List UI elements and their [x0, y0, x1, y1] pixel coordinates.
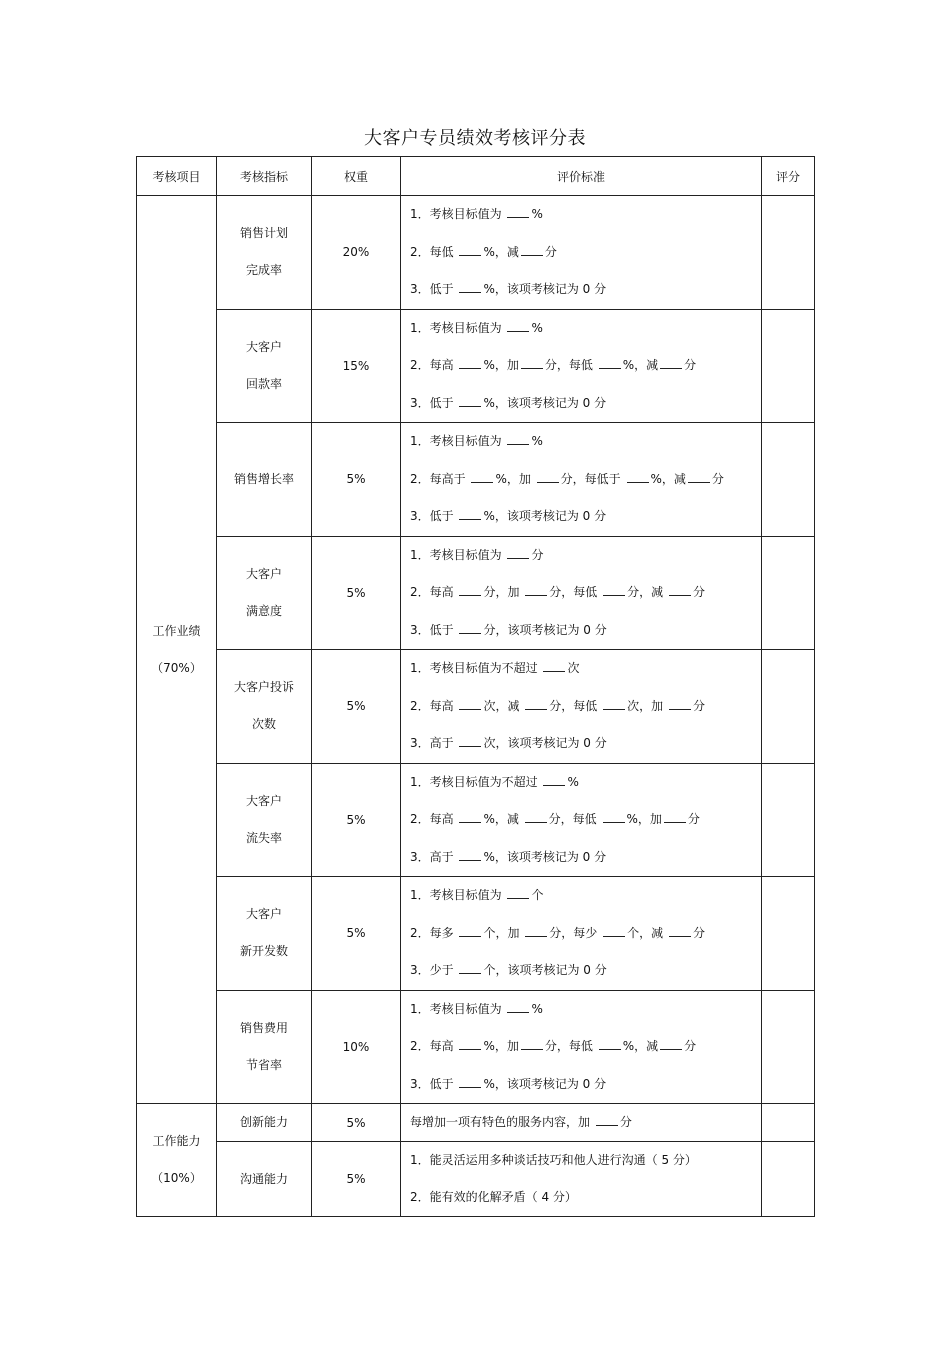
criteria-text: 分，每少: [549, 925, 602, 940]
criteria-text: 1．考核目标值为不超过: [410, 774, 542, 789]
criteria-line: [410, 1028, 761, 1066]
score-cell[interactable]: [762, 990, 815, 1104]
indicator-cell: [217, 536, 312, 650]
criteria-line: [410, 612, 761, 650]
indicator-label: 大客户: [245, 907, 282, 922]
fill-blank[interactable]: [627, 471, 649, 483]
indicator-label: 沟通能力: [239, 1171, 288, 1186]
criteria-text: 2．每高: [410, 698, 458, 713]
indicator-cell: [217, 1104, 312, 1142]
criteria-text: 分: [692, 925, 705, 940]
criteria-line: [410, 1179, 761, 1216]
indicator-cell: [217, 650, 312, 764]
criteria-text: 3．少于: [410, 963, 458, 977]
criteria-text: %，加: [495, 471, 535, 486]
fill-blank[interactable]: [507, 1001, 529, 1013]
criteria-line: [410, 196, 761, 234]
indicator-label: 销售计划: [239, 226, 288, 241]
criteria-text: 3．低于: [410, 509, 458, 523]
weight-cell: 5%: [312, 536, 401, 650]
criteria-text: 分，每低于: [560, 471, 625, 486]
criteria-text: 1．考核目标值为: [410, 207, 506, 221]
indicator-label: 次数: [251, 717, 276, 732]
criteria-text: 1．能灵活运用多种谈话技巧和他人进行沟通（ 5 分）: [410, 1153, 697, 1167]
criteria-text: 3．低于: [410, 282, 458, 296]
criteria-text: %: [531, 1001, 543, 1016]
weight-cell: 5%: [312, 1104, 401, 1142]
criteria-text: 分: [687, 812, 700, 826]
group-cell: [137, 196, 217, 1104]
fill-blank[interactable]: [660, 1038, 682, 1050]
criteria-text: 3．高于: [410, 849, 458, 864]
criteria-line: [410, 688, 761, 726]
score-cell[interactable]: [762, 763, 815, 877]
criteria-text: %: [531, 320, 543, 335]
criteria-cell: [401, 650, 762, 764]
criteria-text: 分，减: [627, 585, 667, 599]
fill-blank[interactable]: [459, 698, 481, 710]
criteria-line: [410, 271, 761, 309]
criteria-cell: [401, 536, 762, 650]
weight-cell: 5%: [312, 423, 401, 537]
criteria-text: %，减: [483, 244, 519, 259]
criteria-text: 分，每低: [544, 358, 597, 372]
fill-blank[interactable]: [525, 925, 547, 937]
criteria-line: [410, 877, 761, 915]
criteria-text: 分，每低: [548, 812, 601, 826]
fill-blank[interactable]: [537, 471, 559, 483]
table-row: [137, 536, 815, 650]
fill-blank[interactable]: [471, 471, 493, 483]
fill-blank[interactable]: [525, 698, 547, 710]
weight-cell: 20%: [312, 196, 401, 310]
indicator-label: 流失率: [245, 830, 282, 845]
indicator-cell: [217, 196, 312, 310]
criteria-cell: [401, 309, 762, 423]
fill-blank[interactable]: [507, 887, 529, 899]
criteria-line: [410, 1104, 761, 1141]
criteria-text: 3．高于: [410, 736, 458, 750]
table-row: [137, 1104, 815, 1142]
criteria-line: [410, 385, 761, 423]
criteria-text: 1．考核目标值为不超过: [410, 661, 542, 675]
criteria-line: [410, 1066, 761, 1104]
criteria-text: 分: [544, 244, 557, 259]
fill-blank[interactable]: [459, 962, 481, 974]
fill-blank[interactable]: [599, 1038, 621, 1050]
criteria-cell: [401, 423, 762, 537]
table-row: [137, 1142, 815, 1217]
group-label: （70%）: [151, 660, 202, 675]
criteria-text: %，减: [622, 358, 659, 372]
fill-blank[interactable]: [543, 774, 565, 786]
criteria-cell: [401, 763, 762, 877]
indicator-cell: [217, 423, 312, 537]
weight-cell: 15%: [312, 309, 401, 423]
criteria-text: %，减: [650, 471, 686, 486]
fill-blank[interactable]: [507, 206, 529, 218]
table-row: [137, 423, 815, 537]
criteria-text: 2．每高: [410, 358, 458, 372]
weight-cell: 5%: [312, 763, 401, 877]
fill-blank[interactable]: [507, 433, 529, 445]
criteria-text: 1．考核目标值为: [410, 547, 506, 562]
criteria-text: 2．每高: [410, 585, 458, 599]
criteria-text: 2．每多: [410, 925, 458, 940]
score-cell[interactable]: [762, 650, 815, 764]
criteria-text: 每增加一项有特色的服务内容，加: [410, 1115, 594, 1129]
criteria-text: 3．低于: [410, 622, 458, 637]
criteria-line: [410, 310, 761, 348]
indicator-label: 创新能力: [239, 1115, 288, 1129]
group-label: 工作业绩: [152, 623, 201, 638]
indicator-label: 大客户: [245, 339, 282, 354]
criteria-text: 分: [692, 585, 705, 599]
indicator-label: 销售费用: [239, 1020, 288, 1035]
criteria-line: [410, 764, 761, 802]
criteria-text: %，加: [483, 358, 519, 372]
criteria-text: 分: [684, 358, 697, 372]
fill-blank[interactable]: [603, 811, 625, 823]
header-cell: 考核项目: [137, 157, 217, 196]
criteria-text: 分，该项考核记为 0 分: [483, 622, 607, 637]
criteria-text: %: [567, 774, 579, 789]
criteria-text: 2．每低: [410, 244, 458, 259]
criteria-text: %，加: [626, 812, 662, 826]
criteria-line: [410, 952, 761, 990]
weight-cell: 5%: [312, 1142, 401, 1217]
criteria-line: [410, 725, 761, 763]
criteria-text: 次，加: [627, 698, 667, 713]
indicator-label: 销售增长率: [233, 471, 294, 486]
fill-blank[interactable]: [603, 584, 625, 596]
criteria-line: [410, 1142, 761, 1179]
criteria-line: [410, 574, 761, 612]
criteria-text: 次，减: [483, 698, 524, 713]
criteria-text: 个，该项考核记为 0 分: [483, 963, 607, 977]
table-row: [137, 763, 815, 877]
indicator-label: 回款率: [245, 376, 282, 391]
header-cell: 考核指标: [217, 157, 312, 196]
indicator-label: 完成率: [245, 263, 282, 278]
criteria-text: %，该项考核记为 0 分: [483, 849, 607, 864]
fill-blank[interactable]: [459, 811, 481, 823]
fill-blank[interactable]: [669, 584, 691, 596]
indicator-label: 大客户: [245, 566, 282, 581]
fill-blank[interactable]: [459, 1038, 481, 1050]
group-cell: [137, 1104, 217, 1217]
criteria-line: [410, 423, 761, 461]
criteria-text: 3．低于: [410, 395, 458, 410]
criteria-text: %: [531, 207, 543, 221]
criteria-text: 分: [711, 471, 724, 486]
criteria-text: 分，加: [483, 585, 524, 599]
page-title: 大客户专员绩效考核评分表: [364, 128, 586, 149]
criteria-text: %，加: [483, 1039, 519, 1053]
score-table: [136, 156, 815, 1217]
criteria-line: [410, 839, 761, 877]
criteria-text: %，该项考核记为 0 分: [483, 1076, 607, 1091]
indicator-label: 大客户投诉: [233, 680, 294, 695]
indicator-cell: [217, 990, 312, 1104]
indicator-label: 新开发数: [239, 944, 288, 959]
criteria-line: [410, 991, 761, 1029]
indicator-cell: [217, 763, 312, 877]
group-label: （10%）: [151, 1171, 202, 1185]
criteria-text: %，该项考核记为 0 分: [483, 509, 607, 523]
fill-blank[interactable]: [459, 735, 481, 747]
criteria-text: 个，减: [627, 925, 667, 940]
criteria-text: 分，每低: [544, 1039, 597, 1053]
criteria-text: 2．每高: [410, 812, 458, 826]
criteria-text: %: [531, 434, 543, 448]
criteria-line: [410, 537, 761, 575]
fill-blank[interactable]: [660, 357, 682, 369]
header-cell: 评价标准: [401, 157, 762, 196]
criteria-text: 次: [567, 661, 580, 675]
score-cell[interactable]: [762, 1142, 815, 1217]
criteria-text: 1．考核目标值为: [410, 1001, 506, 1016]
criteria-cell: [401, 990, 762, 1104]
criteria-cell: [401, 1104, 762, 1142]
table-row: [137, 309, 815, 423]
fill-blank[interactable]: [459, 849, 481, 861]
header-cell: 评分: [762, 157, 815, 196]
fill-blank[interactable]: [525, 811, 547, 823]
criteria-line: [410, 650, 761, 688]
weight-cell: 5%: [312, 877, 401, 991]
table-row: [137, 196, 815, 310]
fill-blank[interactable]: [459, 622, 481, 634]
header-cell: 权重: [312, 157, 401, 196]
table-row: [137, 990, 815, 1104]
fill-blank[interactable]: [603, 925, 625, 937]
fill-blank[interactable]: [459, 244, 481, 256]
fill-blank[interactable]: [459, 1076, 481, 1088]
criteria-text: 1．考核目标值为: [410, 320, 506, 335]
fill-blank[interactable]: [599, 357, 621, 369]
fill-blank[interactable]: [459, 281, 481, 293]
fill-blank[interactable]: [664, 811, 686, 823]
criteria-line: [410, 461, 761, 499]
fill-blank[interactable]: [603, 698, 625, 710]
table-row: [137, 877, 815, 991]
criteria-line: [410, 801, 761, 839]
criteria-line: [410, 915, 761, 953]
fill-blank[interactable]: [459, 508, 481, 520]
criteria-text: 分: [692, 698, 705, 713]
fill-blank[interactable]: [459, 395, 481, 407]
score-cell[interactable]: [762, 309, 815, 423]
criteria-cell: [401, 196, 762, 310]
score-cell[interactable]: [762, 877, 815, 991]
indicator-label: 大客户: [245, 793, 282, 808]
fill-blank[interactable]: [521, 244, 543, 256]
criteria-text: 分，每低: [549, 585, 602, 599]
criteria-text: %，减: [483, 812, 523, 826]
score-cell[interactable]: [762, 423, 815, 537]
criteria-text: 1．考核目标值为: [410, 888, 506, 902]
criteria-text: %，该项考核记为 0 分: [483, 282, 607, 296]
fill-blank[interactable]: [459, 357, 481, 369]
weight-cell: 5%: [312, 650, 401, 764]
table-row: [137, 650, 815, 764]
header-row: [137, 157, 815, 196]
weight-cell: 10%: [312, 990, 401, 1104]
criteria-text: 分，每低: [549, 698, 602, 713]
criteria-text: 2．每高于: [410, 471, 470, 486]
score-cell[interactable]: [762, 1104, 815, 1142]
score-cell[interactable]: [762, 536, 815, 650]
criteria-text: 3．低于: [410, 1076, 458, 1091]
criteria-line: [410, 347, 761, 385]
fill-blank[interactable]: [669, 925, 691, 937]
criteria-text: 次，该项考核记为 0 分: [483, 736, 607, 750]
fill-blank[interactable]: [459, 584, 481, 596]
criteria-line: [410, 234, 761, 272]
score-cell[interactable]: [762, 196, 815, 310]
criteria-text: 1．考核目标值为: [410, 434, 506, 448]
fill-blank[interactable]: [525, 584, 547, 596]
fill-blank[interactable]: [521, 1038, 543, 1050]
criteria-line: [410, 498, 761, 536]
indicator-cell: [217, 309, 312, 423]
indicator-label: 节省率: [245, 1057, 282, 1072]
criteria-cell: [401, 1142, 762, 1217]
criteria-text: %，减: [622, 1039, 659, 1053]
criteria-text: 个: [531, 888, 544, 902]
fill-blank[interactable]: [688, 471, 710, 483]
fill-blank[interactable]: [669, 698, 691, 710]
criteria-text: 2．每高: [410, 1039, 458, 1053]
criteria-text: 分: [684, 1039, 697, 1053]
indicator-cell: [217, 877, 312, 991]
criteria-text: 2．能有效的化解矛盾（ 4 分）: [410, 1190, 577, 1204]
indicator-label: 满意度: [245, 603, 282, 618]
criteria-text: 个，加: [483, 925, 524, 940]
fill-blank[interactable]: [459, 925, 481, 937]
criteria-text: 分: [619, 1115, 632, 1129]
criteria-text: 分: [531, 547, 544, 562]
indicator-cell: [217, 1142, 312, 1217]
criteria-text: %，该项考核记为 0 分: [483, 395, 607, 410]
fill-blank[interactable]: [543, 660, 565, 672]
criteria-cell: [401, 877, 762, 991]
fill-blank[interactable]: [507, 547, 529, 559]
fill-blank[interactable]: [521, 357, 543, 369]
group-label: 工作能力: [152, 1134, 201, 1148]
fill-blank[interactable]: [507, 320, 529, 332]
fill-blank[interactable]: [596, 1114, 618, 1126]
